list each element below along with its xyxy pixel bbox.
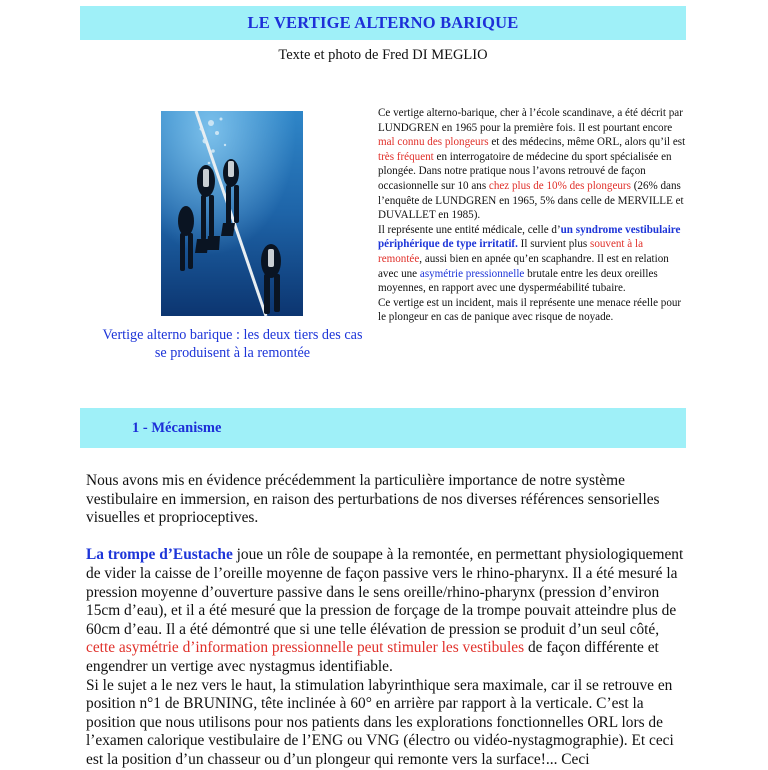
intro-text: et des médecins, même ORL, alors qu’il est [488, 136, 686, 149]
paragraph: Si le sujet a le nez vers le haut, la stimulation labyrinthique sera maximale, car il se retrouve en position n°1 de BRUNING, tête inclinée à 60° en arrière par rapport à la verticale. C’est la position que nous utilisons pour nos patients dans les explorations fonctionnelles ORL lors de l’examen calorique vestibulaire de l’ENG ou VNG (électro ou vidéo-nystagmographie). Et ceci est la position d’un chasseur ou d’un plongeur qui remonte vers la surface!... Ceci [86, 676, 674, 768]
highlight-stimulus: cette asymétrie d’information pressionnelle peut stimuler les vestibules [86, 639, 525, 657]
intro-text: en interrogatoire de médecine du sport spécialisée en plongée. Dans notre pratique nous l’avons retrouvé de façon occasionnelle sur 10 ans [378, 150, 672, 192]
highlight-ascent: souvent à la remontée [378, 238, 643, 265]
highlight-poorly-known: mal connu des plongeurs [378, 136, 489, 149]
highlight-very-frequent: très fréquent [378, 150, 434, 163]
title-banner [80, 6, 686, 40]
highlight-syndrome: un syndrome vestibulaire périphérique de type irritatif. [378, 223, 681, 251]
section-heading: 1 - Mécanisme [132, 420, 222, 436]
divers-underwater-image [161, 111, 303, 316]
paragraph: Nous avons mis en évidence précédemment la particulière importance de notre système vestibulaire en immersion, en raison des perturbations de nos diverses références sensorielles visuelles et proprioceptives. [86, 472, 660, 527]
highlight-percentage: chez plus de 10% des plongeurs [488, 179, 631, 192]
intro-text: brutale entre les deux oreilles moyennes, en rapport avec une dysperméabilité tubaire. [378, 267, 658, 295]
intro-text: Il représente une entité médicale, celle d’ [378, 223, 561, 236]
section-banner [80, 408, 686, 448]
intro-text: Ce vertige alterno-barique, cher à l’école scandinave, a été décrit par LUNDGREN en 1965 pour la première fois. Il est pourtant encore [378, 107, 683, 134]
intro-text: (26% dans l’enquête de LUNDGREN en 1965, 5% dans celle de MERVILLE et DUVALLET en 1985). [378, 179, 684, 222]
photo-caption: Vertige alterno barique : les deux tiers des cas se produisent à la remontée [102, 327, 363, 361]
highlight-asymmetry: asymétrie pressionnelle [419, 267, 525, 280]
term-eustachian-tube: La trompe d’Eustache [86, 546, 233, 564]
intro-text: Il survient plus [517, 238, 590, 251]
body-text [86, 472, 686, 770]
diver-photo [161, 111, 303, 316]
paragraph [86, 546, 686, 676]
paragraph-text: joue un rôle de soupape à la remontée, en permettant physiologiquement de vider la caisse de l’oreille moyenne de façon passive vers le rhino-pharynx. Il a été mesuré la pression moyenne d’ouverture passive dans le sens oreille/rhino-pharynx (pression d’environ 15cm d’eau), et il a été mesuré que la pression de forçage de la trompe pouvait atteindre plus de 60cm d’eau. Il a été démontré que si une telle élévation de pression se produit d’un seul côté, [86, 546, 684, 638]
intro-paragraph [378, 106, 688, 325]
intro-text: , aussi bien en apnée qu’en scaphandre. Il est en relation avec une [378, 252, 669, 280]
intro-text: Ce vertige est un incident, mais il représente une menace réelle pour le plongeur en cas de panique avec risque de noyade. [378, 296, 682, 324]
author-line: Texte et photo de Fred DI MEGLIO [278, 47, 488, 63]
paragraph-text: de façon différente et engendrer un vertige avec nystagmus identifiable. [86, 639, 659, 675]
page-title: LE VERTIGE ALTERNO BARIQUE [247, 13, 519, 32]
